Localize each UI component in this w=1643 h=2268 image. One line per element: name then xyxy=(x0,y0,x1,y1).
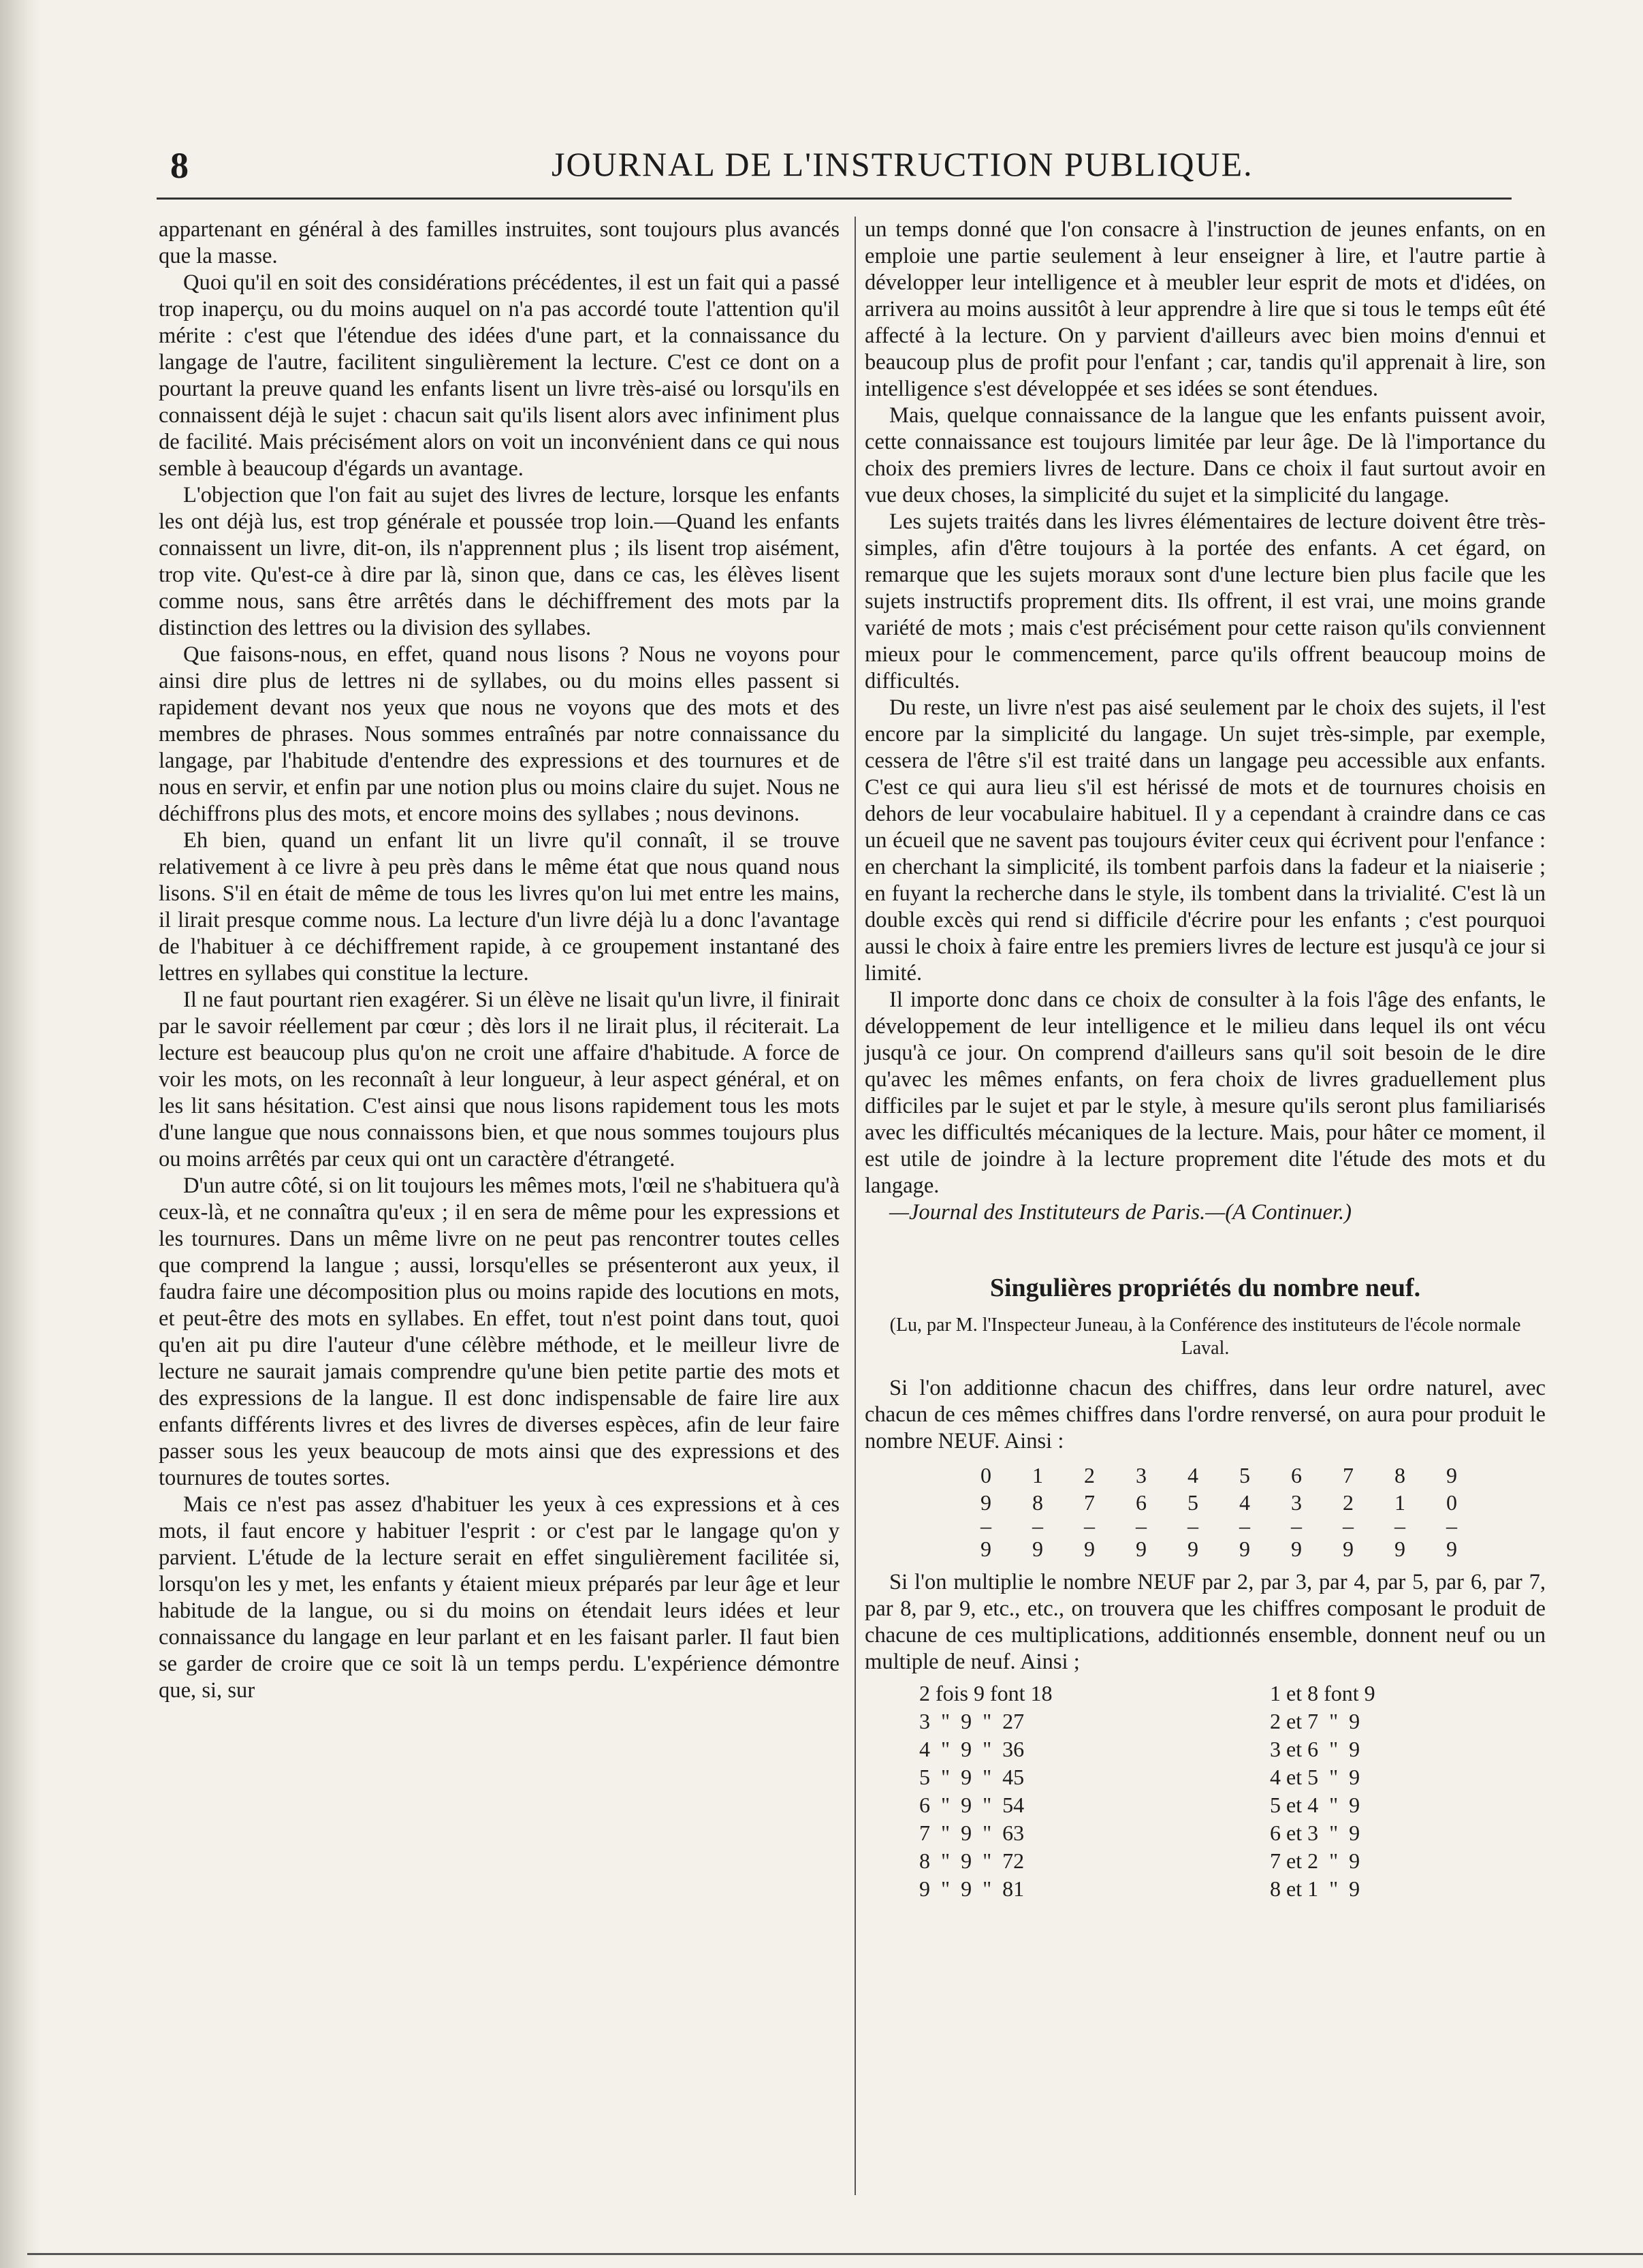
paragraph: Du reste, un livre n'est pas aisé seulement par le choix des sujets, il l'est encore par la simplicité du langage. Un sujet très-simple, par exemple, cessera de l'être s'il est traité dans un langage peu accessible aux enfants. C'est ce qui aura lieu s'il est hérissé de mots et de tournures choisis en dehors de leur vocabulaire habituel. Il y a cependant à craindre dans ce cas un écueil que ne savent pas toujours éviter ceux qui écrivent pour l'enfance : en cherchant la simplicité, ils tombent parfois dans la fadeur et la niaiserie ; en fuyant la recherche dans le style, ils tombent dans la trivialité. C'est là un double excès qui rend si difficile d'écrire pour les enfants ; c'est pourquoi aussi le choix à faire entre les premiers livres de lecture est jusqu'à ce jour si limité. xyxy=(865,695,1546,986)
digit: 9 xyxy=(1291,1537,1302,1561)
digit-sum-line: 4 et 5 " 9 xyxy=(1270,1765,1360,1789)
binding-shadow xyxy=(0,0,41,2268)
digit: 5 xyxy=(1187,1490,1198,1515)
digit: 9 xyxy=(980,1490,991,1515)
bottom-rule xyxy=(27,2253,1643,2255)
digit: 9 xyxy=(1032,1537,1043,1561)
digit: 9 xyxy=(1343,1537,1354,1561)
digit: 8 xyxy=(1394,1463,1405,1487)
digit-addition-table xyxy=(960,1462,1546,1562)
digit: 7 xyxy=(1084,1490,1095,1515)
digit-sum-line: 2 et 7 " 9 xyxy=(1270,1709,1360,1733)
paragraph: appartenant en général à des familles instruites, sont toujours plus avancés que la masse. xyxy=(159,217,840,268)
page-header xyxy=(170,144,1532,192)
paragraph: Mais ce n'est pas assez d'habituer les yeux à ces expressions et à ces mots, il faut encore y habituer l'esprit : or c'est par le langage qu'on y parvient. L'étude de la lecture serait en effet singulièrement facilitée si, lorsqu'on les y met, les enfants y étaient mieux préparés par leur âge et leur habitude de la langue, ou si du moins on étendait leurs idées et leur connaissance du langage en leur parlant et en les faisant parler. Il faut bien se garder de croire que ce soit là un temps perdu. L'expérience démontre que, si, sur xyxy=(159,1492,840,1703)
paragraph: Il importe donc dans ce choix de consulter à la fois l'âge des enfants, le développement de leur intelligence et le milieu dans lequel ils ont vécu jusqu'à ce jour. On comprend d'ailleurs sans qu'il soit besoin de le dire qu'avec les mêmes enfants, on fera choix de livres graduellement plus difficiles par le sujet et par le style, à mesure qu'ils seront plus familiarisés avec les difficultés mécaniques de la lecture. Mais, pour hâter ce moment, il est utile de joindre à la lecture proprement dite l'étude des mots et du langage. xyxy=(865,988,1546,1198)
paragraph: Il ne faut pourtant rien exagérer. Si un élève ne lisait qu'un livre, il finirait par le savoir réellement par cœur ; dès lors il ne lirait plus, il réciterait. La lecture est beaucoup plus qu'on ne croit une affaire d'habitude. A force de voir les mots, on les reconnaît à leur longueur, à leur aspect général, et on les lit sans hésitation. C'est ainsi que nous lisons rapidement tous les mots d'une langue que nous connaissons bien, et que nous sommes toujours plus ou moins arrêtés par ceux qui ont un caractère d'étrangeté. xyxy=(159,988,840,1171)
products-column xyxy=(919,1680,1195,1903)
digit: 9 xyxy=(1136,1537,1147,1561)
product-line: 6 " 9 " 54 xyxy=(919,1793,1025,1817)
digit: 6 xyxy=(1136,1490,1147,1515)
digit: 2 xyxy=(1343,1490,1354,1515)
digit: 9 xyxy=(980,1537,991,1561)
digit: 9 xyxy=(1084,1537,1095,1561)
digit-sum-line: 3 et 6 " 9 xyxy=(1270,1737,1360,1761)
column-divider xyxy=(855,217,856,2195)
header-rule xyxy=(157,198,1512,200)
journal-title: JOURNAL DE L'INSTRUCTION PUBLIQUE. xyxy=(552,145,1254,183)
digit: 1 xyxy=(1032,1463,1043,1487)
right-column xyxy=(865,217,1546,1903)
product-line: 8 " 9 " 72 xyxy=(919,1848,1025,1873)
product-line: 9 " 9 " 81 xyxy=(919,1876,1025,1901)
digit: 3 xyxy=(1136,1463,1147,1487)
digit-sums-column xyxy=(1270,1680,1546,1903)
paragraph: L'objection que l'on fait au sujet des livres de lecture, lorsque les enfants les ont déjà lus, est trop générale et poussée trop loin.—Quand les enfants connaissent un livre, dit-on, ils n'apprennent plus ; ils lisent trop aisément, trop vite. Qu'est-ce à dire par là, sinon que, dans ce cas, les élèves lisent comme nous, sans être arrêtés dans le déchiffrement des mots par la distinction des lettres ou la division des syllabes. xyxy=(159,483,840,640)
digit: 9 xyxy=(1446,1537,1457,1561)
dash-row: – – – – – – – – – – xyxy=(980,1513,1457,1538)
paragraph: Les sujets traités dans les livres élémentaires de lecture doivent être très-simples, afin d'être toujours à la portée des enfants. A cet égard, on remarque que les sujets moraux sont d'une lecture bien plus facile que les sujets instructifs proprement dits. Ils offrent, il est vrai, une moins grande variété de mots ; mais c'est précisément pour cette raison qu'ils conviennent mieux pour le commencement, parce qu'ils offrent beaucoup moins de difficultés. xyxy=(865,509,1546,693)
digit: 9 xyxy=(1187,1537,1198,1561)
digit: 9 xyxy=(1446,1463,1457,1487)
digit: 0 xyxy=(980,1463,991,1487)
paragraph: Si l'on multiplie le nombre NEUF par 2, par 3, par 4, par 5, par 6, par 7, par 8, par 9, etc., etc., on trouvera que les chiffres composant le produit de chacune de ces multiplications, additionnés ensemble, donnent neuf ou un multiple de neuf. Ainsi ; xyxy=(865,1570,1546,1674)
multiplication-table xyxy=(919,1680,1546,1903)
product-line: 5 " 9 " 45 xyxy=(919,1765,1025,1789)
digit: 0 xyxy=(1446,1490,1457,1515)
digit: 9 xyxy=(1394,1537,1405,1561)
digit-sum-line: 6 et 3 " 9 xyxy=(1270,1821,1360,1845)
digit: 4 xyxy=(1239,1490,1250,1515)
digits-forward-row xyxy=(960,1462,1546,1489)
digit-sum-line: 1 et 8 font 9 xyxy=(1270,1681,1375,1705)
left-column xyxy=(159,217,840,1704)
digit: 2 xyxy=(1084,1463,1095,1487)
paragraph: Eh bien, quand un enfant lit un livre qu'il connaît, il se trouve relativement à ce livre à peu près dans le même état que nous quand nous lisons. S'il en était de même de tous les livres qu'on lui met entre les mains, il lirait presque comme nous. La lecture d'un livre déjà lu a donc l'avantage de l'habituer à ce déchiffrement rapide, à ce groupement instantané des lettres en syllabes qui constitue la lecture. xyxy=(159,828,840,986)
digit: 4 xyxy=(1187,1463,1198,1487)
paragraph: Si l'on additionne chacun des chiffres, dans leur ordre naturel, avec chacun de ces mêmes chiffres dans l'ordre renversé, on aura pour produit le nombre NEUF. Ainsi : xyxy=(865,1376,1546,1453)
product-line: 3 " 9 " 27 xyxy=(919,1709,1025,1733)
digits-reverse-row xyxy=(960,1489,1546,1516)
digit: 7 xyxy=(1343,1463,1354,1487)
paragraph: Que faisons-nous, en effet, quand nous lisons ? Nous ne voyons pour ainsi dire plus de lettres ni de syllabes, ou du moins elles passent si rapidement devant nos yeux que nous ne voyons que des mots et des membres de phrases. Nous sommes entraînés par notre connaissance du langage, par l'habitude d'entendre des expressions et des tournures et de nous en servir, et enfin par une notion plus ou moins claire du sujet. Nous ne déchiffrons plus des mots, et encore moins des syllabes ; nous devinons. xyxy=(159,642,840,826)
digit-sum-line: 5 et 4 " 9 xyxy=(1270,1793,1360,1817)
paragraph: Mais, quelque connaissance de la langue que les enfants puissent avoir, cette connaissance est toujours limitée par leur âge. De là l'importance du choix des premiers livres de lecture. Dans ce choix il faut surtout avoir en vue deux choses, la simplicité du sujet et la simplicité du langage. xyxy=(865,403,1546,507)
product-line: 2 fois 9 font 18 xyxy=(919,1681,1053,1705)
digit: 6 xyxy=(1291,1463,1302,1487)
product-line: 4 " 9 " 36 xyxy=(919,1737,1025,1761)
section-subtitle: (Lu, par M. l'Inspecteur Juneau, à la Conférence des instituteurs de l'école normale Laval. xyxy=(889,1314,1521,1359)
product-line: 7 " 9 " 63 xyxy=(919,1821,1025,1845)
digit-sum-line: 7 et 2 " 9 xyxy=(1270,1848,1360,1873)
digit: 3 xyxy=(1291,1490,1302,1515)
digit: 5 xyxy=(1239,1463,1250,1487)
paragraph: Quoi qu'il en soit des considérations précédentes, il est un fait qui a passé trop inaperçu, ou du moins auquel on n'a pas accordé toute l'attention qu'il mérite : c'est que l'étendue des idées d'une part, et la connaissance du langage de l'autre, facilitent singulièrement la lecture. C'est ce dont on a pourtant la preuve quand les enfants lisent un livre très-aisé ou lorsqu'ils en connaissent déjà le sujet : chacun sait qu'ils lisent alors avec infiniment plus de facilité. Mais précisément alors on voit un inconvénient dans ce qui nous semble à beaucoup d'égards un avantage. xyxy=(159,270,840,481)
digit: 1 xyxy=(1394,1490,1405,1515)
paragraph: un temps donné que l'on consacre à l'instruction de jeunes enfants, on en emploie une partie seulement à leur enseigner à lire, et l'autre partie à développer leur intelligence et à meubler leur esprit de mots et d'idées, on arrivera au moins aussitôt à leur apprendre à lire que si tous le temps eût été affecté à la lecture. On y parvient d'ailleurs avec bien moins d'ennui et beaucoup plus de profit pour l'enfant ; car, tandis qu'il apprenait à lire, son intelligence s'est développée et ses idées se sont étendues. xyxy=(865,217,1546,401)
digit-sum-line: 8 et 1 " 9 xyxy=(1270,1876,1360,1901)
source-credit: —Journal des Instituteurs de Paris.—(A Continuer.) xyxy=(889,1200,1352,1225)
digit: 8 xyxy=(1032,1490,1043,1515)
section-title: Singulières propriétés du nombre neuf. xyxy=(989,1274,1421,1302)
paragraph: D'un autre côté, si on lit toujours les mêmes mots, l'œil ne s'habituera qu'à ceux-là, et ne connaîtra qu'eux ; il en sera de même pour les expressions et les tournures. Dans un même livre on ne peut pas rencontrer toutes celles que comprend la langue ; aussi, lorsqu'elles se présenteront aux yeux, il faudra faire une décomposition plus ou moins rapide des locutions en mots, et peut-être des mots en syllabes. En effet, tout n'est point dans tout, quoi qu'en ait pu dire l'auteur d'une célèbre méthode, et le meilleur livre de lecture ne saurait jamais comprendre qu'une bien petite partie des mots et des expressions de la langue. Il est donc indispensable de faire lire aux enfants différents livres et des livres de diverses espèces, afin de leur faire passer sous les yeux beaucoup de mots ainsi que des expressions et des tournures de toutes sortes. xyxy=(159,1174,840,1490)
digits-sum-row xyxy=(960,1535,1546,1562)
digit: 9 xyxy=(1239,1537,1250,1561)
page-number: 8 xyxy=(170,145,189,186)
